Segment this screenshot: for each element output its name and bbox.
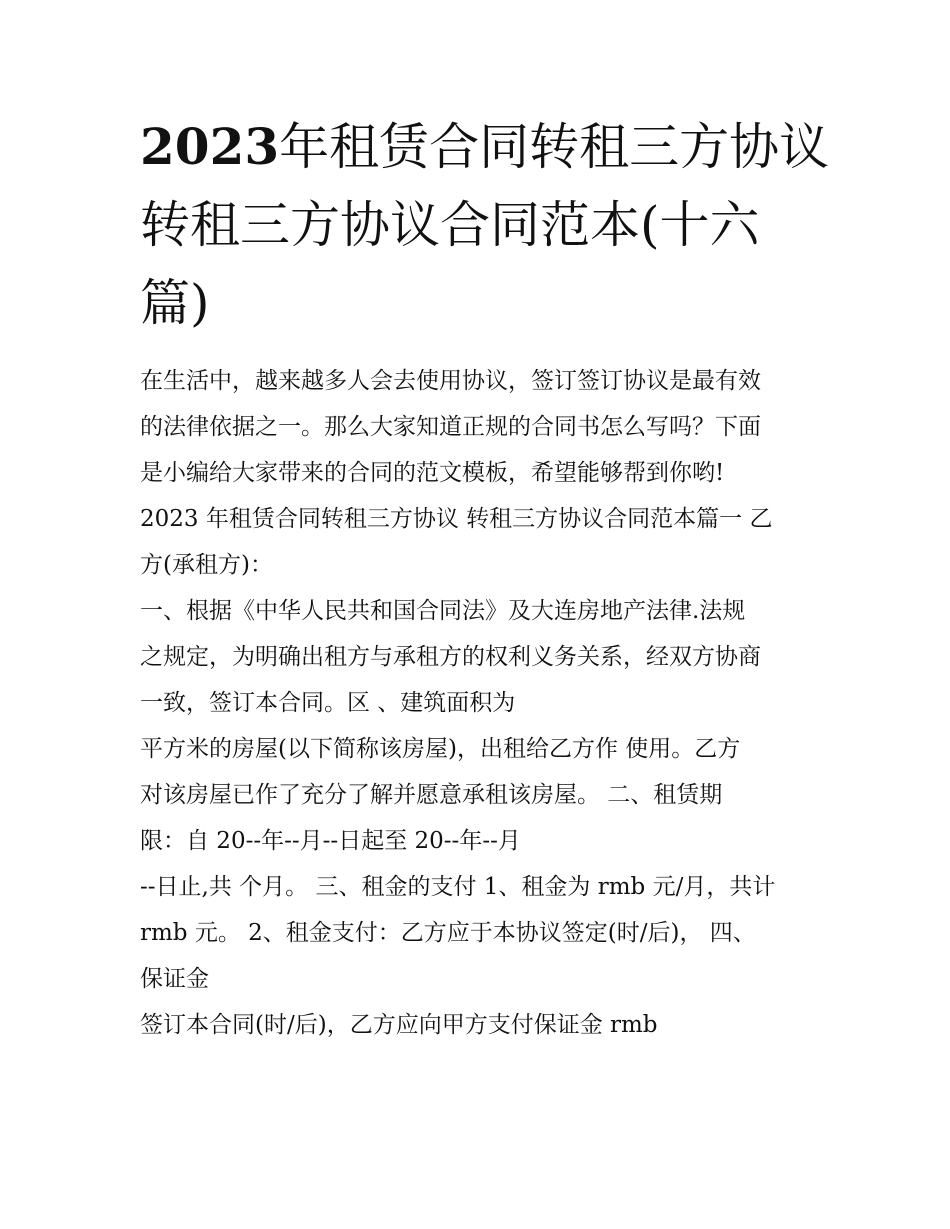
body-line: 一、根据《中华人民共和国合同法》及大连房地产法律.法规 [140,598,746,624]
document-title [140,108,830,342]
body-line: 一致，签订本合同。区 、建筑面积为 [140,690,516,716]
body-line: 是小编给大家带来的合同的范文模板，希望能够帮到你哟! [140,460,725,486]
body-line: 签订本合同(时/后)，乙方应向甲方支付保证金 rmb [140,1012,658,1038]
body-line: --日止,共 个月。 三、租金的支付 1、租金为 rmb 元/月，共计 [140,874,776,900]
title-line [140,264,830,342]
body-line: 2023 年租赁合同转租三方协议 转租三方协议合同范本篇一 乙 [140,506,773,532]
title-text: 年租赁合同转租三方协议 [279,118,830,176]
title-text: 篇) [140,274,210,332]
document-body [140,358,840,1048]
body-line: rmb 元。 2、租金支付：乙方应于本协议签定(时/后)， 四、 [140,920,756,946]
body-line: 在生活中，越来越多人会去使用协议，签订签订协议是最有效 [140,368,761,394]
title-line [140,108,830,186]
title-text: 转租三方协议合同范本(十六 [140,196,760,254]
title-year: 2023 [140,117,280,176]
body-line: 平方米的房屋(以下简称该房屋)，出租给乙方作 使用。乙方 [140,736,741,762]
body-line: 方(承租方)： [140,552,273,578]
body-line: 限：自 20--年--月--日起至 20--年--月 [140,828,521,854]
title-line [140,186,830,264]
body-line: 的法律依据之一。那么大家知道正规的合同书怎么写吗？下面 [140,414,761,440]
body-line: 之规定，为明确出租方与承租方的权利义务关系，经双方协商 [140,644,761,670]
body-line: 对该房屋已作了充分了解并愿意承租该房屋。 二、租赁期 [140,782,723,808]
body-line: 保证金 [140,966,209,992]
